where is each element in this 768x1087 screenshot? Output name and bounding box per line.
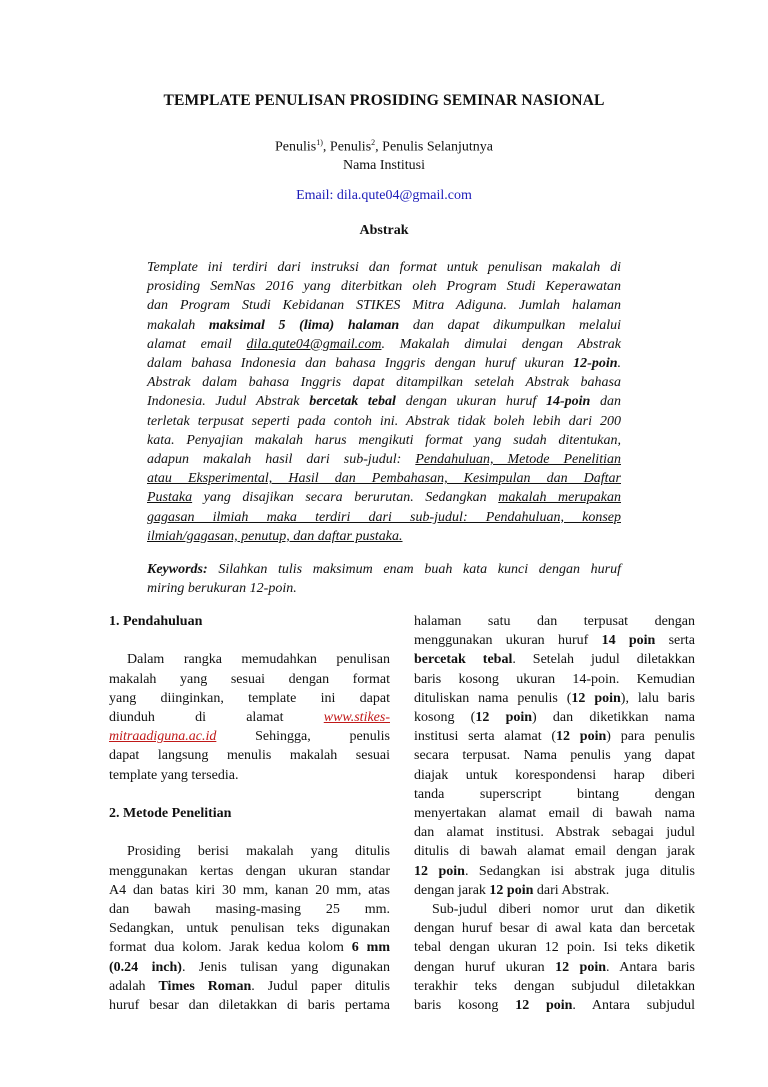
abstract-line: Indonesia. Judul Abstrak bercetak tebal dengan ukuran huruf 14-poin dan [147,394,621,410]
author-line: Penulis$^{1)}$, Penulis$^2$, Penulis Selanjutnya [275,138,493,155]
website-link-cont[interactable]: mitraadiguna.ac.id [109,729,217,745]
keywords-label: Keywords: [147,562,208,577]
section-heading-pendahuluan: 1. Pendahuluan [109,614,203,629]
institution-name: Nama Institusi [342,157,426,173]
abstract-heading: Abstrak [359,223,409,238]
website-link[interactable]: www.stikes- [323,709,390,725]
right-column: halaman satu dan terpusat dengan menggunakan ukuran huruf 14 poin serta bercetak tebal. Setelah judul diletakkan baris kosong ukuran 14-poin. Kemudian dituliskan nama penulis (12 poin), lalu baris kosong (12 poin) dan diketikkan nama institusi serta alamat (12 poin) para penulis secara terpusat. Nama penulis yang dapat diajak untuk korespondensi harap diberi tanda superscript bintang dengan menyertakan alamat email di bawah nama dan alamat institusi. Abstrak sebagai judul ditulis di bawah alamat email dengan jarak 12 poin. Sedangkan isi abstrak juga ditulis dengan jarak 12 poin dari Abstrak. Sub-judul diberi nomor urut dan diketik dengan huruf besar di awal kata dan bercetak tebal dengan ukuran 12 poin. Isi teks diketik dengan huruf ukuran 12 poin. Antara baris terakhir teks dengan subjudul diletakkan baris kosong 12 poin. Antara subjudul [414,614,696,1014]
paper-title: TEMPLATE PENULISAN PROSIDING SEMINAR NASIONAL [163,92,605,109]
abstract-line: terletak terpusat seperti pada contoh ini. Abstrak tidak boleh lebih dari 200 [147,413,621,429]
abstract-line: atau Eksperimental, Hasil dan Pembahasan, Kesimpulan dan Daftar [147,471,621,487]
keywords-block: Keywords: Silahkan tulis maksimum enam buah kata kunci dengan huruf miring berukuran 12-poin. [147,562,621,597]
abstract-line: ilmiah/gagasan, penutup, dan daftar pustaka. [147,528,403,544]
contact-email[interactable]: Email: dila.qute04@gmail.com [296,188,472,203]
abstract-line: kata. Penyajian makalah harus mengikuti format yang sudah ditentukan, [147,432,621,448]
abstract-line: makalah maksimal 5 (lima) halaman dan dapat dikumpulkan melalui [147,317,621,333]
abstract-line: adapun makalah hasil dari sub-judul: Pendahuluan, Metode Penelitian [147,452,621,468]
abstract-body [147,258,621,546]
abstract-line: gagasan ilmiah maka terdiri dari sub-judul: Pendahuluan, konsep [147,509,621,525]
left-column: 1. Pendahuluan Dalam rangka memudahkan penulisan makalah yang sesuai dengan format yang diinginkan, template ini dapat diunduh di alamat www.stikes- mitraadiguna.ac.id Sehingga, penulis dapat langsung menulis makalah sesuai template yang tersedia. 2. Metode Penelitian Prosiding berisi makalah yang ditulis menggunakan kertas dengan ukuran standar A4 dan batas kiri 30 mm, kanan 20 mm, atas dan bawah masing-masing 25 mm. Sedangkan, untuk penulisan teks digunakan format dua kolom. Jarak kedua kolom 6 mm (0.24 inch). Jenis tulisan yang digunakan adalah Times Roman. Judul paper ditulis huruf besar dan diletakkan di baris pertama [109,614,391,1013]
abstract-line: alamat email dila.qute04@gmail.com. Makalah dimulai dengan Abstrak [147,336,621,352]
section-heading-metode: 2. Metode Penelitian [109,805,232,821]
abstract-line: dan Program Studi Kebidanan STIKES Mitra Adiguna. Jumlah halaman [147,298,621,314]
abstract-line: prosiding SemNas 2016 yang diterbitkan oleh Program Studi Keperawatan [147,279,621,295]
abstract-line: Template ini terdiri dari instruksi dan format untuk penulisan makalah di [147,260,621,275]
abstract-email-link[interactable]: dila.qute04@gmail.com [246,336,382,352]
abstract-line: Pustaka yang disajikan secara berurutan. Sedangkan makalah merupakan [147,490,622,506]
abstract-line: dalam bahasa Indonesia dan bahasa Inggris dengan huruf ukuran 12-poin. [147,356,621,372]
author-block [0,134,768,175]
abstract-line: Abstrak dalam bahasa Inggris dapat ditampilkan setelah Abstrak bahasa [147,375,621,391]
